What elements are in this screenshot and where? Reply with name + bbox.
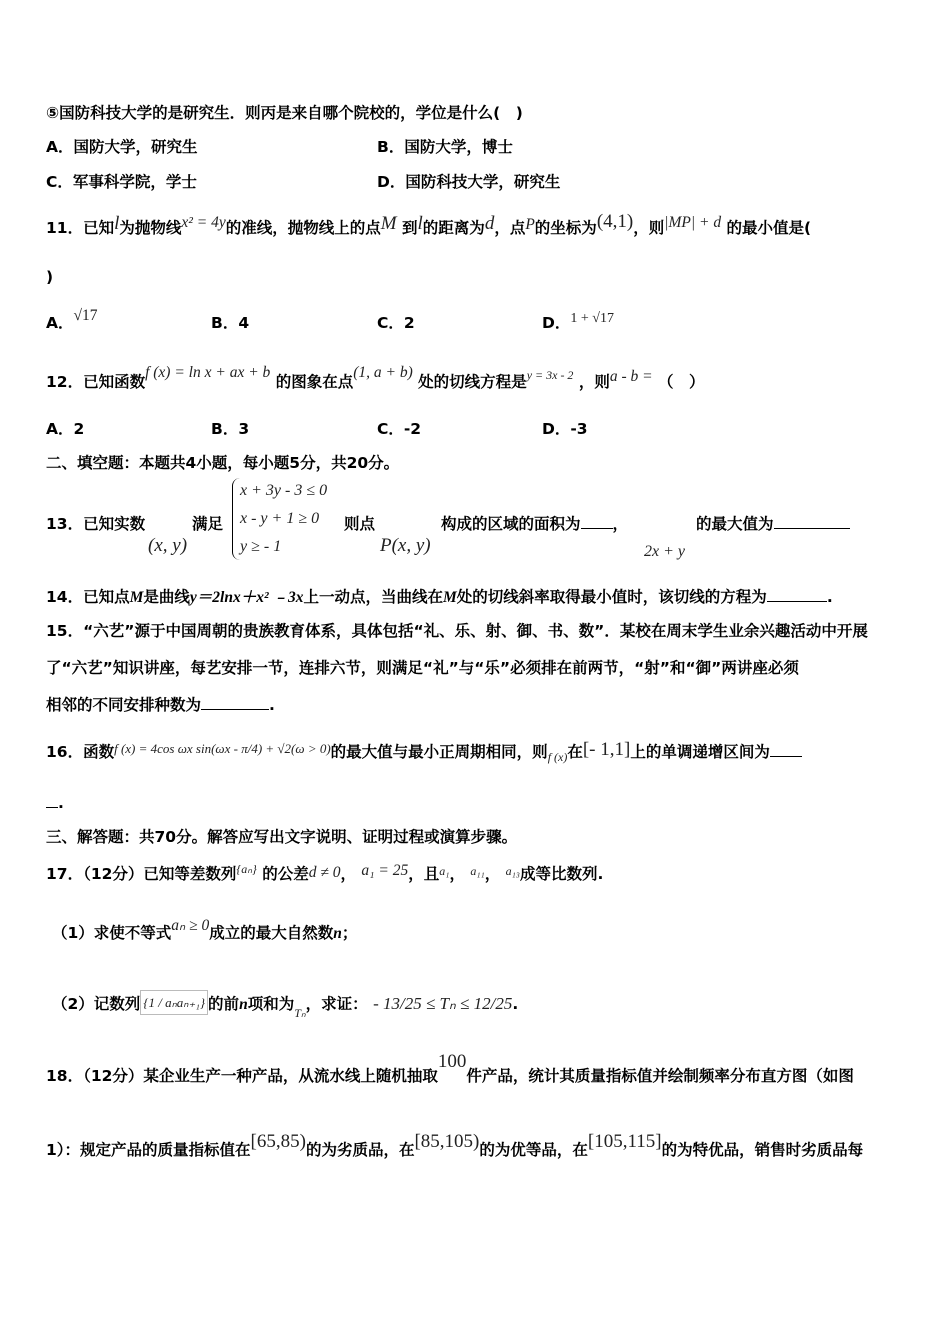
q12-option-b: B．3 <box>211 420 250 438</box>
q10-option-a: A．国防大学，研究生 <box>46 138 198 156</box>
q12-option-d: D．-3 <box>542 420 588 438</box>
q13-constraint-1: x + 3y - 3 ≤ 0 <box>240 482 328 499</box>
q17-stem: 17．（12分）已知等差数列$^{\{a_n\}}$ 的公差d ≠ 0， a₁ = 25，且$^{a_1}$， $^{a_{11}}$， $^{a_{13}}$成等比数列. <box>46 862 604 883</box>
q18-line-1: 18．（12分）某企业生产一种产品，从流水线上随机抽取100件产品，统计其质量指标值并绘制频率分布直方图（如图 <box>46 1051 854 1085</box>
q13-t2: 满足 <box>192 515 224 533</box>
q10-option-c: C．军事科学院，学士 <box>46 173 197 191</box>
parabola-eq: x² = 4y <box>181 214 226 231</box>
q13-t3: 则点 <box>344 515 376 533</box>
q10-option-d: D．国防科技大学，研究生 <box>377 173 561 191</box>
q13-blank-1[interactable] <box>581 514 613 529</box>
q11-option-d: D．1 + √17 <box>542 311 614 332</box>
q12-stem: 12．已知函数f (x) = ln x + ax + b 的图象在点(1, a + b) 处的切线方程是$^{y = 3x - 2}$ ，则a - b = （ ） <box>46 364 705 391</box>
q13-xy: (x, y) <box>148 535 188 556</box>
section-2-heading: 二、填空题：本题共4小题，每小题5分，共20分。 <box>46 454 400 472</box>
q13-t4: 构成的区域的面积为 ， <box>441 515 629 533</box>
q11-stem-cont: ) <box>46 268 54 286</box>
q12-option-c: C．-2 <box>377 420 422 438</box>
q13-constraint-3: y ≥ - 1 <box>240 538 282 555</box>
q16-stem-cont: . <box>46 793 64 813</box>
q11-option-c: C．2 <box>377 314 415 332</box>
q13-blank-2[interactable] <box>774 514 850 529</box>
q17-seq: {1 / aₙaₙ₊₁} <box>140 990 208 1015</box>
q15-line-2: 了“六艺”知识讲座，每艺安排一节，连排六节，则满足“礼”与“乐”必须排在前两节，“射”和“御”两讲座必须 <box>46 659 799 677</box>
q16-blank-cont[interactable] <box>46 793 58 808</box>
q13-point: P(x, y) <box>380 535 431 556</box>
q15-line-3: 相邻的不同安排种数为 . <box>46 696 275 714</box>
q12-option-a: A．2 <box>46 420 85 438</box>
q17-inequality: - 13/25 ≤ Tₙ ≤ 12/25 <box>373 994 513 1013</box>
q10-option-b: B．国防大学，博士 <box>377 138 513 156</box>
q13-t1: 13．已知实数 <box>46 515 146 533</box>
section-3-heading: 三、解答题：共70分。解答应写出文字说明、证明过程或演算步骤。 <box>46 828 518 846</box>
q10-condition-5: ⑤国防科技大学的是研究生．则丙是来自哪个院校的，学位是什么( ) <box>46 104 523 122</box>
q13-t6: 的最大值为 <box>696 514 850 534</box>
q15-line-1: 15．“六艺”源于中国周朝的贵族教育体系，具体包括“礼、乐、射、御、书、数”．某校在周末学生业余兴趣活动中开展 <box>46 622 868 640</box>
q13-constraint-2: x - y + 1 ≥ 0 <box>240 510 320 527</box>
q13-objective: 2x + y <box>644 543 685 560</box>
q11-option-a: A．√17 <box>46 307 98 332</box>
q16-function: f (x) = 4cos ωx sin(ωx - π/4) + √2(ω > 0) <box>114 741 331 756</box>
q11-stem: 11．已知l为抛物线x² = 4y的准线，抛物线上的点M 到l的距离为d，点P的坐标为(4,1)，则|MP| + d 的最小值是( <box>46 211 812 237</box>
q16-blank[interactable] <box>770 742 802 757</box>
q17-part-2: （2）记数列 {1 / aₙaₙ₊₁} 的前n项和为$_{T_n}$，求证： - 13/25 ≤ Tₙ ≤ 12/25. <box>52 994 518 1015</box>
q16-stem: 16．函数$^{f (x) = 4cos \omega x sin(\omega x - \pi/4) + √2(\omega > 0)}$的最大值与最小正周期相同，则$_{f (x)}$在[- 1,1]上的单调递增区间为 <box>46 742 802 763</box>
q17-part-1: （1）求使不等式aₙ ≥ 0成立的最大自然数n； <box>52 917 358 942</box>
q18-line-2: 1）：规定产品的质量指标值在[65,85)的为劣质品，在[85,105)的为优等品，在[105,115]的为特优品，销售时劣质品每 <box>46 1131 864 1159</box>
q11-option-b: B．4 <box>211 314 250 332</box>
q14-stem: 14．已知点M是曲线y＝2lnx＋x² ﹣3x上一动点，当曲线在M处的切线斜率取得最小值时，该切线的方程为 . <box>46 588 833 606</box>
q15-blank[interactable] <box>201 695 269 710</box>
q14-blank[interactable] <box>767 587 827 602</box>
